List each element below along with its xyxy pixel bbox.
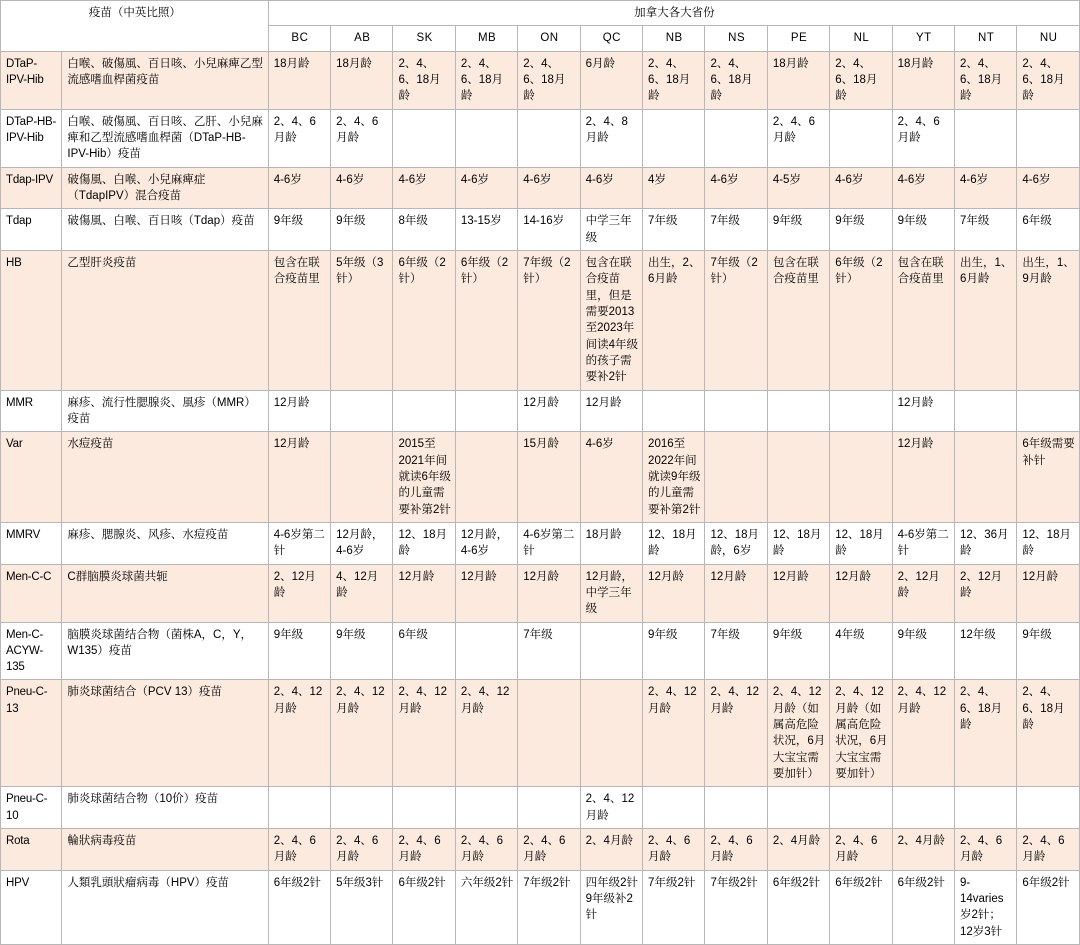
- schedule-cell-ns: [705, 390, 767, 432]
- schedule-cell-mb: [455, 622, 517, 680]
- vaccine-code-cell: Pneu-C-13: [1, 680, 62, 787]
- schedule-cell-qc: 4-6岁: [580, 432, 642, 523]
- schedule-cell-sk: 4-6岁: [393, 167, 455, 209]
- vaccine-code-cell: Pneu-C-10: [1, 787, 62, 829]
- vaccine-code-cell: Var: [1, 432, 62, 523]
- schedule-cell-bc: 4-6岁: [268, 167, 330, 209]
- header-province-ns: NS: [705, 26, 767, 51]
- schedule-cell-nb: 4岁: [643, 167, 705, 209]
- schedule-cell-ab: [331, 787, 393, 829]
- schedule-cell-sk: 2、4、12月龄: [393, 680, 455, 787]
- schedule-cell-ab: [331, 432, 393, 523]
- schedule-cell-nl: 2、4、6月龄: [830, 829, 892, 871]
- schedule-cell-pe: [767, 787, 829, 829]
- schedule-cell-nb: 2、4、6月龄: [643, 829, 705, 871]
- schedule-cell-pe: [767, 432, 829, 523]
- schedule-cell-nl: [830, 390, 892, 432]
- schedule-cell-nl: 4年级: [830, 622, 892, 680]
- schedule-cell-ab: 2、4、6月龄: [331, 109, 393, 167]
- schedule-cell-bc: 4-6岁第二针: [268, 522, 330, 564]
- schedule-cell-ns: 7年级2针: [705, 870, 767, 944]
- table-row: [1, 109, 1080, 167]
- table-row: [1, 209, 1080, 251]
- schedule-cell-yt: 2、4、12月龄: [892, 680, 954, 787]
- vaccine-name-cell: 輪狀病毒疫苗: [62, 829, 268, 871]
- vaccine-name-cell: C群脑膜炎球菌共轭: [62, 564, 268, 622]
- schedule-cell-mb: 13-15岁: [455, 209, 517, 251]
- schedule-cell-nt: 2、12月龄: [955, 564, 1017, 622]
- schedule-cell-on: 4-6岁: [518, 167, 580, 209]
- schedule-cell-ab: 2、4、6月龄: [331, 829, 393, 871]
- schedule-cell-bc: 18月龄: [268, 51, 330, 109]
- schedule-cell-ns: 7年级: [705, 209, 767, 251]
- schedule-cell-nt: 9-14varies岁2针；12岁3针: [955, 870, 1017, 944]
- table-row: [1, 787, 1080, 829]
- schedule-cell-bc: 9年级: [268, 622, 330, 680]
- schedule-cell-ns: [705, 787, 767, 829]
- schedule-cell-nu: 4-6岁: [1017, 167, 1080, 209]
- schedule-cell-yt: 2、4月龄: [892, 829, 954, 871]
- schedule-cell-bc: 包含在联合疫苗里: [268, 250, 330, 390]
- table-row: [1, 390, 1080, 432]
- schedule-cell-nl: [830, 787, 892, 829]
- table-row: [1, 870, 1080, 944]
- header-province-nt: NT: [955, 26, 1017, 51]
- schedule-cell-nb: [643, 787, 705, 829]
- schedule-cell-qc: 2、4月龄: [580, 829, 642, 871]
- schedule-cell-on: 12月龄: [518, 390, 580, 432]
- vaccine-code-cell: Men-C-C: [1, 564, 62, 622]
- schedule-cell-on: 2、4、6、18月龄: [518, 51, 580, 109]
- schedule-cell-sk: 2015至2021年间就读6年级的儿童需要补第2针: [393, 432, 455, 523]
- schedule-cell-bc: 12月龄: [268, 432, 330, 523]
- table-header: [1, 1, 1080, 52]
- schedule-cell-nu: 2、4、6、18月龄: [1017, 51, 1080, 109]
- vaccine-code-cell: Men-C-ACYW-135: [1, 622, 62, 680]
- schedule-cell-nu: 12月龄: [1017, 564, 1080, 622]
- schedule-cell-nt: 7年级: [955, 209, 1017, 251]
- schedule-cell-nt: [955, 432, 1017, 523]
- schedule-cell-ns: 12、18月龄，6岁: [705, 522, 767, 564]
- table-body: [1, 51, 1080, 944]
- schedule-cell-pe: [767, 390, 829, 432]
- schedule-cell-sk: 12月龄: [393, 564, 455, 622]
- schedule-cell-nb: 9年级: [643, 622, 705, 680]
- schedule-cell-sk: 2、4、6月龄: [393, 829, 455, 871]
- schedule-cell-yt: 9年级: [892, 622, 954, 680]
- schedule-cell-nt: [955, 390, 1017, 432]
- schedule-cell-mb: [455, 109, 517, 167]
- schedule-cell-yt: 18月龄: [892, 51, 954, 109]
- schedule-cell-nl: 9年级: [830, 209, 892, 251]
- schedule-cell-ns: [705, 432, 767, 523]
- schedule-cell-on: 14-16岁: [518, 209, 580, 251]
- schedule-cell-nt: 出生，1、6月龄: [955, 250, 1017, 390]
- vaccine-name-cell: 麻疹、腮腺炎、风疹、水痘疫苗: [62, 522, 268, 564]
- schedule-cell-bc: 12月龄: [268, 390, 330, 432]
- header-province-nu: NU: [1017, 26, 1080, 51]
- schedule-cell-ab: 4、12月龄: [331, 564, 393, 622]
- schedule-cell-qc: 12月龄: [580, 390, 642, 432]
- schedule-cell-ns: 4-6岁: [705, 167, 767, 209]
- schedule-cell-nl: 2、4、6、18月龄: [830, 51, 892, 109]
- header-province-pe: PE: [767, 26, 829, 51]
- schedule-cell-nl: 6年级2针: [830, 870, 892, 944]
- schedule-cell-nb: 出生，2、6月龄: [643, 250, 705, 390]
- schedule-cell-nl: [830, 109, 892, 167]
- table-row: [1, 564, 1080, 622]
- schedule-cell-qc: 四年级2针 9年级补2针: [580, 870, 642, 944]
- schedule-cell-nu: 12、18月龄: [1017, 522, 1080, 564]
- schedule-cell-ns: 7年级: [705, 622, 767, 680]
- schedule-cell-ns: 2、4、12月龄: [705, 680, 767, 787]
- table-row: [1, 432, 1080, 523]
- schedule-cell-ab: 9年级: [331, 209, 393, 251]
- schedule-cell-ns: 2、4、6月龄: [705, 829, 767, 871]
- schedule-cell-yt: 包含在联合疫苗里: [892, 250, 954, 390]
- vaccine-name-cell: 水痘疫苗: [62, 432, 268, 523]
- schedule-cell-on: [518, 109, 580, 167]
- schedule-cell-nt: 2、4、6、18月龄: [955, 680, 1017, 787]
- schedule-cell-nb: [643, 390, 705, 432]
- header-province-qc: QC: [580, 26, 642, 51]
- schedule-cell-on: 4-6岁第二针: [518, 522, 580, 564]
- table-row: [1, 622, 1080, 680]
- vaccine-code-cell: MMRV: [1, 522, 62, 564]
- schedule-cell-yt: 9年级: [892, 209, 954, 251]
- schedule-cell-ab: 9年级: [331, 622, 393, 680]
- schedule-cell-qc: [580, 680, 642, 787]
- schedule-cell-nu: 出生，1、9月龄: [1017, 250, 1080, 390]
- schedule-cell-pe: 2、4月龄: [767, 829, 829, 871]
- schedule-cell-bc: 2、4、6月龄: [268, 109, 330, 167]
- schedule-cell-nu: 9年级: [1017, 622, 1080, 680]
- schedule-cell-bc: [268, 787, 330, 829]
- schedule-cell-pe: 4-5岁: [767, 167, 829, 209]
- vaccine-code-cell: HPV: [1, 870, 62, 944]
- schedule-cell-qc: 包含在联合疫苗里，但是需要2013至2023年间读4年级的孩子需要补2针: [580, 250, 642, 390]
- schedule-cell-ab: 4-6岁: [331, 167, 393, 209]
- schedule-cell-bc: 9年级: [268, 209, 330, 251]
- schedule-cell-sk: 8年级: [393, 209, 455, 251]
- schedule-cell-nl: 6年级（2针）: [830, 250, 892, 390]
- schedule-cell-sk: [393, 390, 455, 432]
- schedule-cell-nu: [1017, 390, 1080, 432]
- schedule-cell-mb: [455, 787, 517, 829]
- header-province-nb: NB: [643, 26, 705, 51]
- schedule-cell-nt: 2、4、6、18月龄: [955, 51, 1017, 109]
- vaccine-code-cell: DTaP-HB-IPV-Hib: [1, 109, 62, 167]
- schedule-cell-nl: 2、4、12月龄（如属高危险状况，6月大宝宝需要加针）: [830, 680, 892, 787]
- schedule-cell-yt: 12月龄: [892, 390, 954, 432]
- schedule-cell-nu: 6年级: [1017, 209, 1080, 251]
- schedule-cell-ns: 2、4、6、18月龄: [705, 51, 767, 109]
- schedule-cell-nb: 12、18月龄: [643, 522, 705, 564]
- vaccine-name-cell: 人類乳頭狀瘤病毒（HPV）疫苗: [62, 870, 268, 944]
- schedule-cell-yt: 12月龄: [892, 432, 954, 523]
- header-province-mb: MB: [455, 26, 517, 51]
- schedule-cell-yt: 6年级2针: [892, 870, 954, 944]
- schedule-cell-qc: 4-6岁: [580, 167, 642, 209]
- schedule-cell-mb: 2、4、6、18月龄: [455, 51, 517, 109]
- schedule-cell-nt: 2、4、6月龄: [955, 829, 1017, 871]
- schedule-cell-mb: 12月龄，4-6岁: [455, 522, 517, 564]
- table-row: [1, 51, 1080, 109]
- schedule-cell-qc: 12月龄，中学三年级: [580, 564, 642, 622]
- header-row-group: [1, 1, 1080, 26]
- schedule-cell-yt: 2、12月龄: [892, 564, 954, 622]
- schedule-cell-on: 12月龄: [518, 564, 580, 622]
- schedule-cell-nb: 2、4、6、18月龄: [643, 51, 705, 109]
- schedule-cell-qc: 中学三年级: [580, 209, 642, 251]
- schedule-cell-qc: 2、4、8月龄: [580, 109, 642, 167]
- table-row: [1, 829, 1080, 871]
- schedule-cell-pe: 12月龄: [767, 564, 829, 622]
- schedule-cell-pe: 9年级: [767, 622, 829, 680]
- schedule-cell-mb: 六年级2针: [455, 870, 517, 944]
- schedule-cell-nl: 12、18月龄: [830, 522, 892, 564]
- schedule-cell-sk: 2、4、6、18月龄: [393, 51, 455, 109]
- schedule-cell-bc: 2、12月龄: [268, 564, 330, 622]
- header-province-bc: BC: [268, 26, 330, 51]
- schedule-cell-sk: [393, 787, 455, 829]
- table-row: [1, 680, 1080, 787]
- schedule-cell-ab: 12月龄，4-6岁: [331, 522, 393, 564]
- schedule-cell-pe: 2、4、12月龄（如属高危险状况，6月大宝宝需要加针）: [767, 680, 829, 787]
- vaccine-code-cell: Rota: [1, 829, 62, 871]
- schedule-cell-nb: 12月龄: [643, 564, 705, 622]
- schedule-cell-nb: [643, 109, 705, 167]
- schedule-cell-nt: 12年级: [955, 622, 1017, 680]
- schedule-cell-pe: 9年级: [767, 209, 829, 251]
- schedule-cell-qc: 18月龄: [580, 522, 642, 564]
- schedule-cell-ns: [705, 109, 767, 167]
- schedule-cell-nu: 2、4、6、18月龄: [1017, 680, 1080, 787]
- schedule-cell-mb: [455, 390, 517, 432]
- schedule-cell-pe: 12、18月龄: [767, 522, 829, 564]
- schedule-cell-nu: [1017, 109, 1080, 167]
- schedule-cell-nt: 12、36月龄: [955, 522, 1017, 564]
- schedule-cell-bc: 2、4、6月龄: [268, 829, 330, 871]
- schedule-cell-yt: 4-6岁第二针: [892, 522, 954, 564]
- header-province-on: ON: [518, 26, 580, 51]
- header-provinces-group: 加拿大各大省份: [268, 1, 1079, 26]
- vaccine-name-cell: 破傷風、白喉、百日咳（Tdap）疫苗: [62, 209, 268, 251]
- schedule-cell-nu: [1017, 787, 1080, 829]
- schedule-cell-pe: 18月龄: [767, 51, 829, 109]
- header-vaccine-column: 疫苗（中英比照）: [1, 1, 269, 52]
- schedule-cell-nb: 7年级2针: [643, 870, 705, 944]
- schedule-cell-mb: 4-6岁: [455, 167, 517, 209]
- vaccine-name-cell: 白喉、破傷風、百日咳、小兒麻痺乙型流感嗜血桿菌疫苗: [62, 51, 268, 109]
- schedule-cell-yt: [892, 787, 954, 829]
- schedule-cell-nt: [955, 109, 1017, 167]
- vaccine-name-cell: 乙型肝炎疫苗: [62, 250, 268, 390]
- header-province-nl: NL: [830, 26, 892, 51]
- schedule-cell-on: [518, 787, 580, 829]
- schedule-cell-nl: 4-6岁: [830, 167, 892, 209]
- schedule-cell-pe: 包含在联合疫苗里: [767, 250, 829, 390]
- schedule-cell-yt: 2、4、6月龄: [892, 109, 954, 167]
- schedule-cell-ab: 18月龄: [331, 51, 393, 109]
- schedule-cell-mb: [455, 432, 517, 523]
- schedule-cell-qc: 2、4、12月龄: [580, 787, 642, 829]
- schedule-cell-ab: 5年级3针: [331, 870, 393, 944]
- header-province-sk: SK: [393, 26, 455, 51]
- vaccine-name-cell: 破傷風、白喉、小兒麻痺症（TdapIPV）混合疫苗: [62, 167, 268, 209]
- schedule-cell-qc: [580, 622, 642, 680]
- schedule-cell-nu: 6年级2针: [1017, 870, 1080, 944]
- schedule-cell-sk: 12、18月龄: [393, 522, 455, 564]
- vaccine-name-cell: 肺炎球菌结合物（10价）疫苗: [62, 787, 268, 829]
- schedule-cell-on: 7年级（2针）: [518, 250, 580, 390]
- schedule-cell-sk: [393, 109, 455, 167]
- schedule-cell-on: 15月龄: [518, 432, 580, 523]
- table-row: [1, 522, 1080, 564]
- header-province-yt: YT: [892, 26, 954, 51]
- schedule-cell-ab: [331, 390, 393, 432]
- schedule-cell-mb: 2、4、6月龄: [455, 829, 517, 871]
- schedule-cell-bc: 2、4、12月龄: [268, 680, 330, 787]
- schedule-cell-bc: 6年级2针: [268, 870, 330, 944]
- table-row: [1, 167, 1080, 209]
- schedule-cell-pe: 6年级2针: [767, 870, 829, 944]
- schedule-cell-on: 2、4、6月龄: [518, 829, 580, 871]
- schedule-cell-ns: 7年级（2针）: [705, 250, 767, 390]
- schedule-cell-nt: [955, 787, 1017, 829]
- schedule-cell-nb: 2016至2022年间就读9年级的儿童需要补第2针: [643, 432, 705, 523]
- schedule-cell-nl: [830, 432, 892, 523]
- schedule-cell-mb: 2、4、12月龄: [455, 680, 517, 787]
- schedule-cell-ns: 12月龄: [705, 564, 767, 622]
- schedule-cell-on: 7年级2针: [518, 870, 580, 944]
- vaccine-code-cell: HB: [1, 250, 62, 390]
- schedule-cell-ab: 5年级（3针）: [331, 250, 393, 390]
- schedule-cell-pe: 2、4、6月龄: [767, 109, 829, 167]
- schedule-cell-nu: 2、4、6月龄: [1017, 829, 1080, 871]
- vaccine-code-cell: Tdap: [1, 209, 62, 251]
- vaccine-name-cell: 肺炎球菌结合（PCV 13）疫苗: [62, 680, 268, 787]
- schedule-cell-sk: 6年级2针: [393, 870, 455, 944]
- schedule-cell-sk: 6年级（2针）: [393, 250, 455, 390]
- table-row: [1, 250, 1080, 390]
- vaccine-name-cell: 脑膜炎球菌结合物（菌株A，C，Y，W135）疫苗: [62, 622, 268, 680]
- schedule-cell-qc: 6月龄: [580, 51, 642, 109]
- schedule-cell-mb: 6年级（2针）: [455, 250, 517, 390]
- schedule-cell-nb: 7年级: [643, 209, 705, 251]
- schedule-cell-yt: 4-6岁: [892, 167, 954, 209]
- schedule-cell-on: [518, 680, 580, 787]
- schedule-cell-nt: 4-6岁: [955, 167, 1017, 209]
- schedule-cell-sk: 6年级: [393, 622, 455, 680]
- vaccine-code-cell: DTaP-IPV-Hib: [1, 51, 62, 109]
- schedule-cell-nu: 6年级需要补针: [1017, 432, 1080, 523]
- schedule-cell-ab: 2、4、12月龄: [331, 680, 393, 787]
- schedule-cell-on: 7年级: [518, 622, 580, 680]
- schedule-cell-mb: 12月龄: [455, 564, 517, 622]
- vaccine-code-cell: MMR: [1, 390, 62, 432]
- vaccine-name-cell: 白喉、破傷風、百日咳、乙肝、小兒麻痺和乙型流感嗜血桿菌（DTaP-HB-IPV-Hib）疫苗: [62, 109, 268, 167]
- schedule-cell-nl: 12月龄: [830, 564, 892, 622]
- schedule-cell-nb: 2、4、12月龄: [643, 680, 705, 787]
- vaccine-code-cell: Tdap-IPV: [1, 167, 62, 209]
- vaccine-name-cell: 麻疹、流行性腮腺炎、風疹（MMR）疫苗: [62, 390, 268, 432]
- header-province-ab: AB: [331, 26, 393, 51]
